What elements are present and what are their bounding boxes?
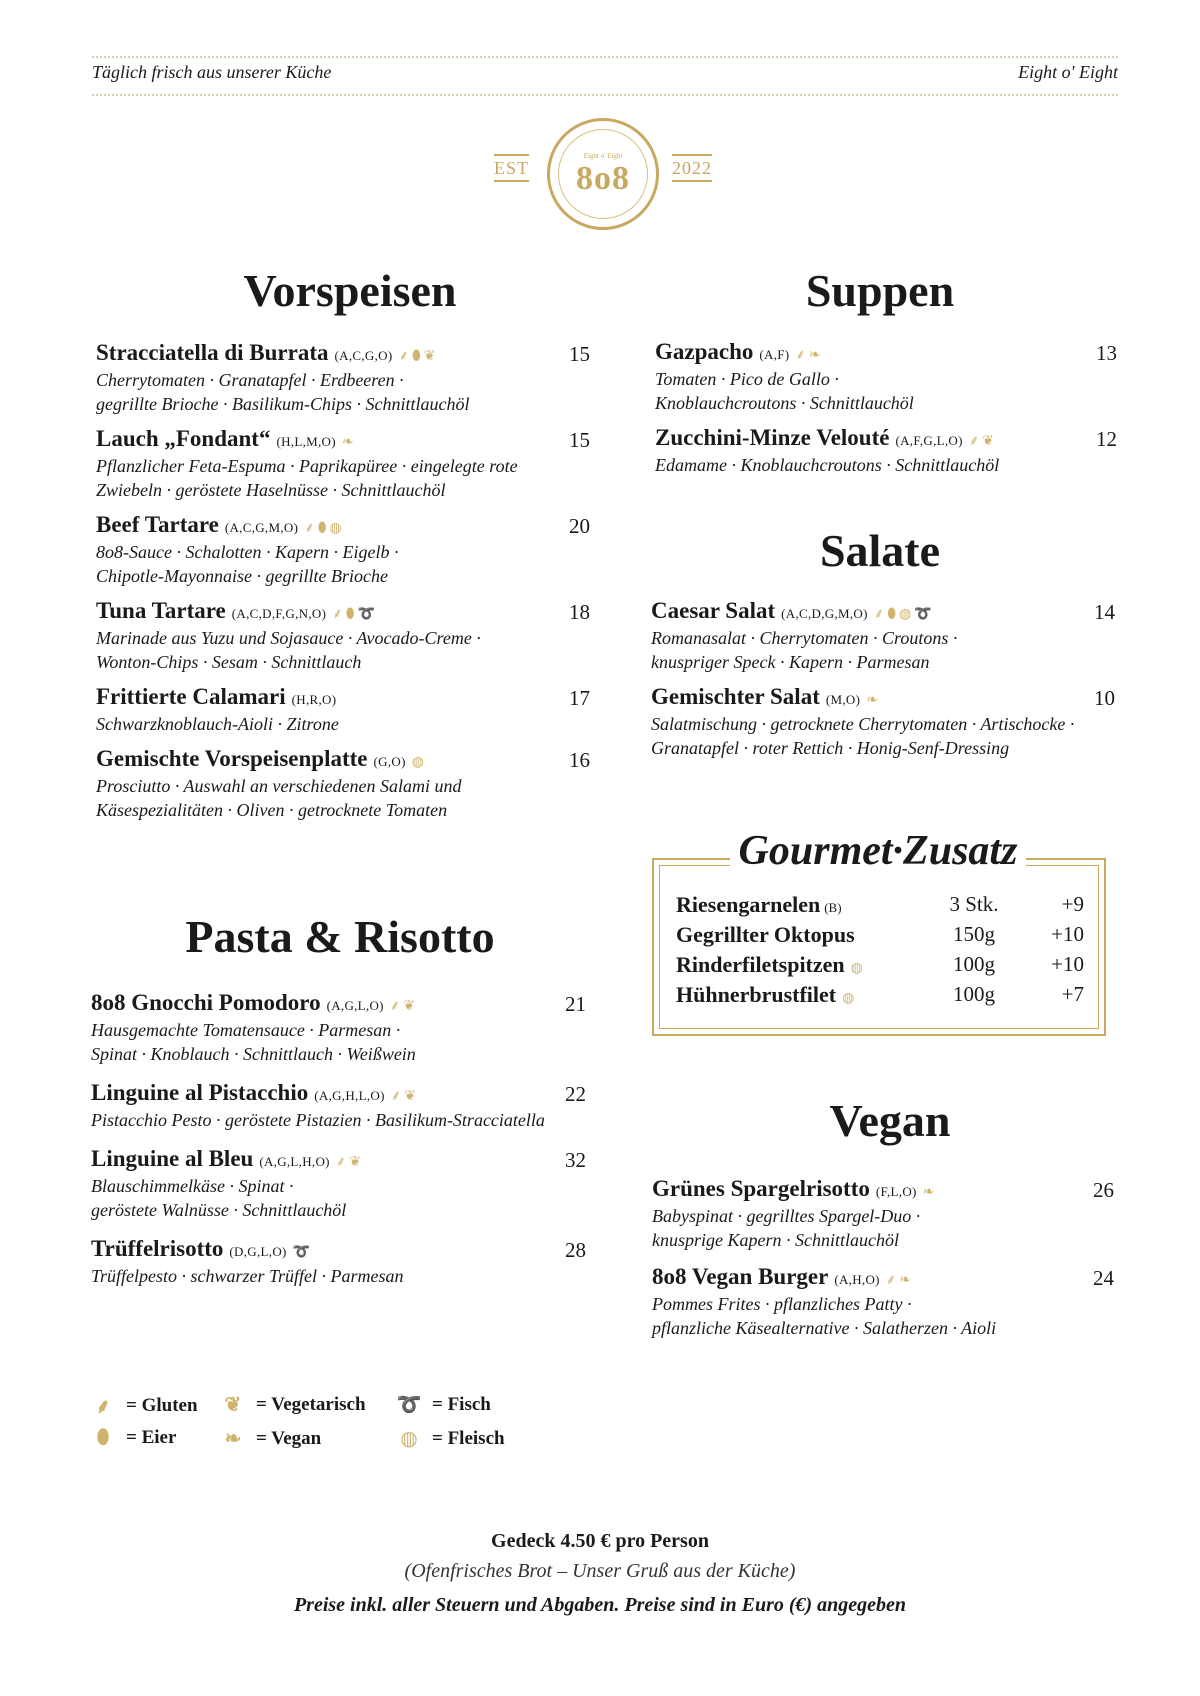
header-brand: Eight o' Eight (1018, 62, 1118, 82)
gluten-icon: ⸙ (335, 1155, 347, 1170)
dish-price: 15 (569, 342, 590, 366)
logo-ring (547, 118, 659, 230)
gourmet-surcharge: +9 (1061, 892, 1084, 916)
gourmet-name-text: Hühnerbrustfilet (676, 982, 837, 1007)
menu-item (91, 1236, 586, 1288)
legend-fisch: ➰ = Fisch (394, 1392, 491, 1417)
menu-item (91, 1146, 586, 1222)
section-title-vorspeisen: Vorspeisen (243, 265, 457, 316)
gluten-icon: ⸙ (398, 349, 409, 364)
gourmet-title: Gourmet·Zusatz (730, 830, 1026, 872)
dish-price: 16 (569, 748, 590, 772)
description-line: knuspriger Speck · Kapern · Parmesan (651, 652, 930, 672)
fisch-icon: ➰ (292, 1245, 311, 1260)
vegan-icon: ❧ (341, 435, 354, 450)
gluten-icon: ⸙ (795, 348, 806, 363)
eier-icon: ⬮ (411, 349, 421, 364)
legend-vegetarisch: ❦ = Vegetarisch (218, 1392, 366, 1417)
menu-item (651, 598, 1115, 674)
section-title-salate: Salate (819, 525, 941, 576)
menu-item (91, 990, 586, 1066)
description-line: Trüffelpesto · schwarzer Trüffel · Parmesan (91, 1266, 404, 1286)
menu-item (652, 1176, 1114, 1252)
eier-icon: ⬮ (317, 521, 327, 536)
gourmet-row (676, 922, 1084, 952)
description-line: pflanzliche Käsealternative · Salatherzen · Aioli (652, 1318, 997, 1338)
logo-est: EST (494, 154, 529, 182)
dish-name: Linguine al Bleu (91, 1146, 254, 1171)
description-line: Käsespezialitäten · Oliven · getrocknete Tomaten (96, 800, 448, 820)
dish-name: Lauch „Fondant“ (96, 426, 271, 451)
dish-name: Caesar Salat (651, 598, 776, 623)
allergen-codes: (D,G,L,O) (229, 1244, 287, 1259)
gourmet-row (676, 892, 1084, 922)
salate-list (651, 598, 1115, 770)
dish-description (96, 626, 590, 674)
footer-tax-note: Preise inkl. aller Steuern und Abgaben. Preise sind in Euro (€) angegeben (293, 1594, 907, 1616)
description-line: Spinat · Knoblauch · Schnittlauch · Weißwein (91, 1044, 416, 1064)
section-title-vegan: Vegan (829, 1095, 951, 1146)
description-line: knusprige Kapern · Schnittlauchöl (652, 1230, 899, 1250)
menu-item (651, 684, 1115, 760)
double-leaf-icon: ❧ (224, 1428, 242, 1450)
diet-icons (304, 518, 345, 537)
dish-name: Gemischte Vorspeisenplatte (96, 746, 368, 771)
section-title-pasta: Pasta & Risotto (185, 911, 495, 962)
allergen-codes: (H,L,M,O) (276, 434, 336, 449)
description-line: Chipotle-Mayonnaise · gegrillte Brioche (96, 566, 388, 586)
dish-price: 17 (569, 686, 590, 710)
allergen-codes: (A,G,L,O) (326, 998, 384, 1013)
fisch-icon: ➰ (357, 607, 375, 622)
dish-name: Trüffelrisotto (91, 1236, 224, 1261)
description-line: Knoblauchcroutons · Schnittlauchöl (655, 393, 914, 413)
fleisch-icon: ◍ (842, 991, 855, 1006)
allergen-codes: (A,C,D,F,G,N,O) (231, 606, 327, 621)
diet-icons (398, 346, 438, 365)
leaf-icon: ❦ (224, 1394, 242, 1416)
menu-item (655, 339, 1117, 415)
gourmet-quantity: 150g (953, 922, 995, 946)
logo-small-text: Eight o' Eight (583, 152, 623, 160)
dish-name: Beef Tartare (96, 512, 219, 537)
description-line: Blauschimmelkäse · Spinat · (91, 1176, 294, 1196)
description-line: Romanasalat · Cherrytomaten · Croutons · (651, 628, 958, 648)
gourmet-name-text: Riesengarnelen (676, 892, 821, 917)
dish-description (655, 367, 1117, 415)
gourmet-quantity: 3 Stk. (949, 892, 999, 916)
eier-icon: ⬮ (887, 607, 897, 622)
description-line: geröstete Walnüsse · Schnittlauchöl (91, 1200, 347, 1220)
footer-bread: (Ofenfrisches Brot – Unser Gruß aus der Küche) (404, 1560, 796, 1582)
fleisch-icon: ◍ (850, 961, 863, 976)
fleisch-icon: ◍ (411, 755, 424, 770)
pasta-list (91, 990, 586, 1302)
legend-vegan: ❧ = Vegan (218, 1426, 321, 1451)
dish-name: Gemischter Salat (651, 684, 820, 709)
description-line: Wonton-Chips · Sesam · Schnittlauch (96, 652, 362, 672)
menu-item (91, 1080, 586, 1132)
menu-item (655, 425, 1117, 477)
fish-icon: ➰ (396, 1394, 422, 1416)
description-line: Tomaten · Pico de Gallo · (655, 369, 839, 389)
description-line: Pflanzlicher Feta-Espuma · Paprikapüree · eingelegte rote (96, 456, 518, 476)
dish-price: 20 (569, 514, 590, 538)
dish-name: Grünes Spargelrisotto (652, 1176, 870, 1201)
logo-year: 2022 (672, 154, 712, 182)
dish-description (651, 626, 1115, 674)
dish-price: 12 (1096, 427, 1117, 451)
dish-price: 10 (1094, 686, 1115, 710)
gourmet-quantity: 100g (953, 952, 995, 976)
description-line: Salatmischung · getrocknete Cherrytomaten · Artischocke · (651, 714, 1075, 734)
gourmet-row (676, 982, 1084, 1012)
eier-icon: ⬮ (345, 607, 355, 622)
gourmet-name-text: Gegrillter Oktopus (676, 922, 855, 947)
footer-gedeck: Gedeck 4.50 € pro Person (491, 1530, 709, 1552)
allergen-codes: (A,H,O) (834, 1272, 880, 1287)
fleisch-icon: ◍ (899, 607, 912, 622)
gourmet-name (676, 982, 854, 1008)
dish-price: 14 (1094, 600, 1115, 624)
diet-icons (391, 1086, 419, 1105)
dish-price: 28 (565, 1238, 586, 1262)
header-tagline: Täglich frisch aus unserer Küche (92, 62, 332, 82)
description-line: Cherrytomaten · Granatapfel · Erdbeeren · (96, 370, 404, 390)
diet-icons (969, 431, 997, 450)
gourmet-surcharge: +7 (1061, 982, 1084, 1006)
description-line: Zwiebeln · geröstete Haselnüsse · Schnittlauchöl (96, 480, 446, 500)
diet-icons (336, 1152, 364, 1171)
header-divider (92, 94, 1118, 96)
vegan-icon: ❧ (866, 693, 878, 708)
menu-item (96, 598, 590, 674)
dish-description (655, 453, 1117, 477)
description-line: Pommes Frites · pflanzliches Patty · (652, 1294, 912, 1314)
dish-name: Frittierte Calamari (96, 684, 286, 709)
vegetarisch-icon: ❦ (423, 349, 436, 364)
description-line: Edamame · Knoblauchcroutons · Schnittlauchöl (655, 455, 1000, 475)
gourmet-name (676, 922, 855, 948)
gluten-icon: ⸙ (968, 434, 980, 449)
gourmet-name (676, 892, 842, 918)
menu-item (96, 512, 590, 588)
dish-description (96, 454, 590, 502)
gluten-icon: ⸙ (389, 999, 401, 1014)
meat-icon: ◍ (400, 1428, 418, 1450)
description-line: Schwarzknoblauch-Aioli · Zitrone (96, 714, 339, 734)
allergen-codes: (F,L,O) (875, 1184, 917, 1199)
vorspeisen-list (96, 340, 590, 832)
top-divider (92, 56, 1118, 58)
dish-description (96, 540, 590, 588)
section-title-suppen: Suppen (805, 265, 955, 316)
menu-item (96, 340, 590, 416)
dish-price: 26 (1093, 1178, 1114, 1202)
dish-price: 24 (1093, 1266, 1114, 1290)
description-line: Granatapfel · roter Rettich · Honig-Senf-Dressing (651, 738, 1010, 758)
vegetarisch-icon: ❦ (404, 1089, 416, 1104)
gourmet-name-text: Rinderfiletspitzen (676, 952, 845, 977)
dish-description (96, 712, 590, 736)
dish-name: Stracciatella di Burrata (96, 340, 329, 365)
gourmet-quantity: 100g (953, 982, 995, 1006)
gourmet-surcharge: +10 (1051, 952, 1084, 976)
legend-gluten: ⸙ = Gluten (88, 1392, 198, 1419)
dish-description (651, 712, 1115, 760)
dish-description (652, 1204, 1114, 1252)
diet-icons (874, 604, 935, 623)
allergen-codes: (B) (824, 900, 842, 915)
dish-name: Linguine al Pistacchio (91, 1080, 309, 1105)
vegetarisch-icon: ❦ (403, 999, 416, 1014)
fisch-icon: ➰ (914, 607, 932, 622)
allergen-codes: (H,R,O) (291, 692, 337, 707)
description-line: 8o8-Sauce · Schalotten · Kapern · Eigelb · (96, 542, 399, 562)
dish-price: 32 (565, 1148, 586, 1172)
dish-description (91, 1174, 586, 1222)
restaurant-logo (486, 118, 718, 236)
dish-name: Zucchini-Minze Velouté (655, 425, 890, 450)
description-line: Pistacchio Pesto · geröstete Pistazien · Basilikum-Stracciatella (91, 1110, 545, 1130)
diet-icons (886, 1270, 914, 1289)
gluten-icon: ⸙ (885, 1273, 897, 1288)
gluten-icon: ⸙ (332, 607, 343, 622)
dish-description (91, 1018, 586, 1066)
description-line: Hausgemachte Tomatensauce · Parmesan · (91, 1020, 401, 1040)
allergen-codes: (A,C,G,M,O) (224, 520, 299, 535)
allergen-codes: (G,O) (373, 754, 406, 769)
diet-icons (390, 996, 418, 1015)
dish-name: 8o8 Vegan Burger (652, 1264, 829, 1289)
dish-description (91, 1264, 586, 1288)
allergen-codes: (A,G,L,H,O) (259, 1154, 330, 1169)
diet-icons (293, 1244, 313, 1261)
dish-description (91, 1108, 586, 1132)
allergen-codes: (A,C,G,O) (334, 348, 393, 363)
fleisch-icon: ◍ (329, 521, 342, 536)
dish-description (652, 1292, 1114, 1340)
allergen-codes: (A,G,H,L,O) (314, 1088, 385, 1103)
vegetarisch-icon: ❦ (349, 1155, 362, 1170)
allergen-codes: (M,O) (825, 692, 861, 707)
diet-icons (342, 434, 357, 451)
gluten-icon: ⸙ (304, 521, 315, 536)
gourmet-surcharge: +10 (1051, 922, 1084, 946)
vegan-icon: ❧ (808, 348, 821, 363)
menu-item (96, 746, 590, 822)
dish-price: 21 (565, 992, 586, 1016)
dish-price: 22 (565, 1082, 586, 1106)
gluten-icon: ⸙ (95, 1396, 111, 1418)
diet-icons (412, 754, 427, 771)
dish-name: Tuna Tartare (96, 598, 226, 623)
description-line: gegrillte Brioche · Basilikum-Chips · Schnittlauchöl (96, 394, 470, 414)
diet-icons (866, 692, 881, 709)
dish-price: 15 (569, 428, 590, 452)
vegan-icon: ❧ (899, 1273, 912, 1288)
description-line: Babyspinat · gegrilltes Spargel-Duo · (652, 1206, 921, 1226)
dish-price: 18 (569, 600, 590, 624)
legend-fleisch: ◍ = Fleisch (394, 1426, 505, 1451)
diet-icons (332, 604, 378, 623)
suppen-list (655, 339, 1117, 487)
gourmet-name (676, 952, 863, 978)
description-line: Prosciutto · Auswahl an verschiedenen Salami und (96, 776, 462, 796)
diet-icons (923, 1184, 938, 1201)
logo-number: 8o8 (576, 160, 630, 197)
gluten-icon: ⸙ (873, 607, 885, 622)
allergen-codes: (A,F,G,L,O) (895, 433, 963, 448)
egg-icon: ⬮ (96, 1426, 110, 1448)
dish-description (96, 368, 590, 416)
dish-name: Gazpacho (655, 339, 754, 364)
dish-price: 13 (1096, 341, 1117, 365)
menu-item (652, 1264, 1114, 1340)
dish-description (96, 774, 590, 822)
allergen-codes: (A,F) (759, 347, 790, 362)
gluten-icon: ⸙ (390, 1089, 402, 1104)
diet-icons (795, 345, 823, 364)
vegan-list (652, 1176, 1114, 1352)
vegan-icon: ❧ (922, 1185, 935, 1200)
vegetarisch-icon: ❦ (982, 434, 994, 449)
menu-item (96, 684, 590, 736)
description-line: Marinade aus Yuzu und Sojasauce · Avocado-Creme · (96, 628, 481, 648)
allergen-codes: (A,C,D,G,M,O) (781, 606, 868, 621)
gourmet-row (676, 952, 1084, 982)
legend-eier: ⬮ = Eier (88, 1426, 176, 1449)
menu-item (96, 426, 590, 502)
dish-name: 8o8 Gnocchi Pomodoro (91, 990, 321, 1015)
